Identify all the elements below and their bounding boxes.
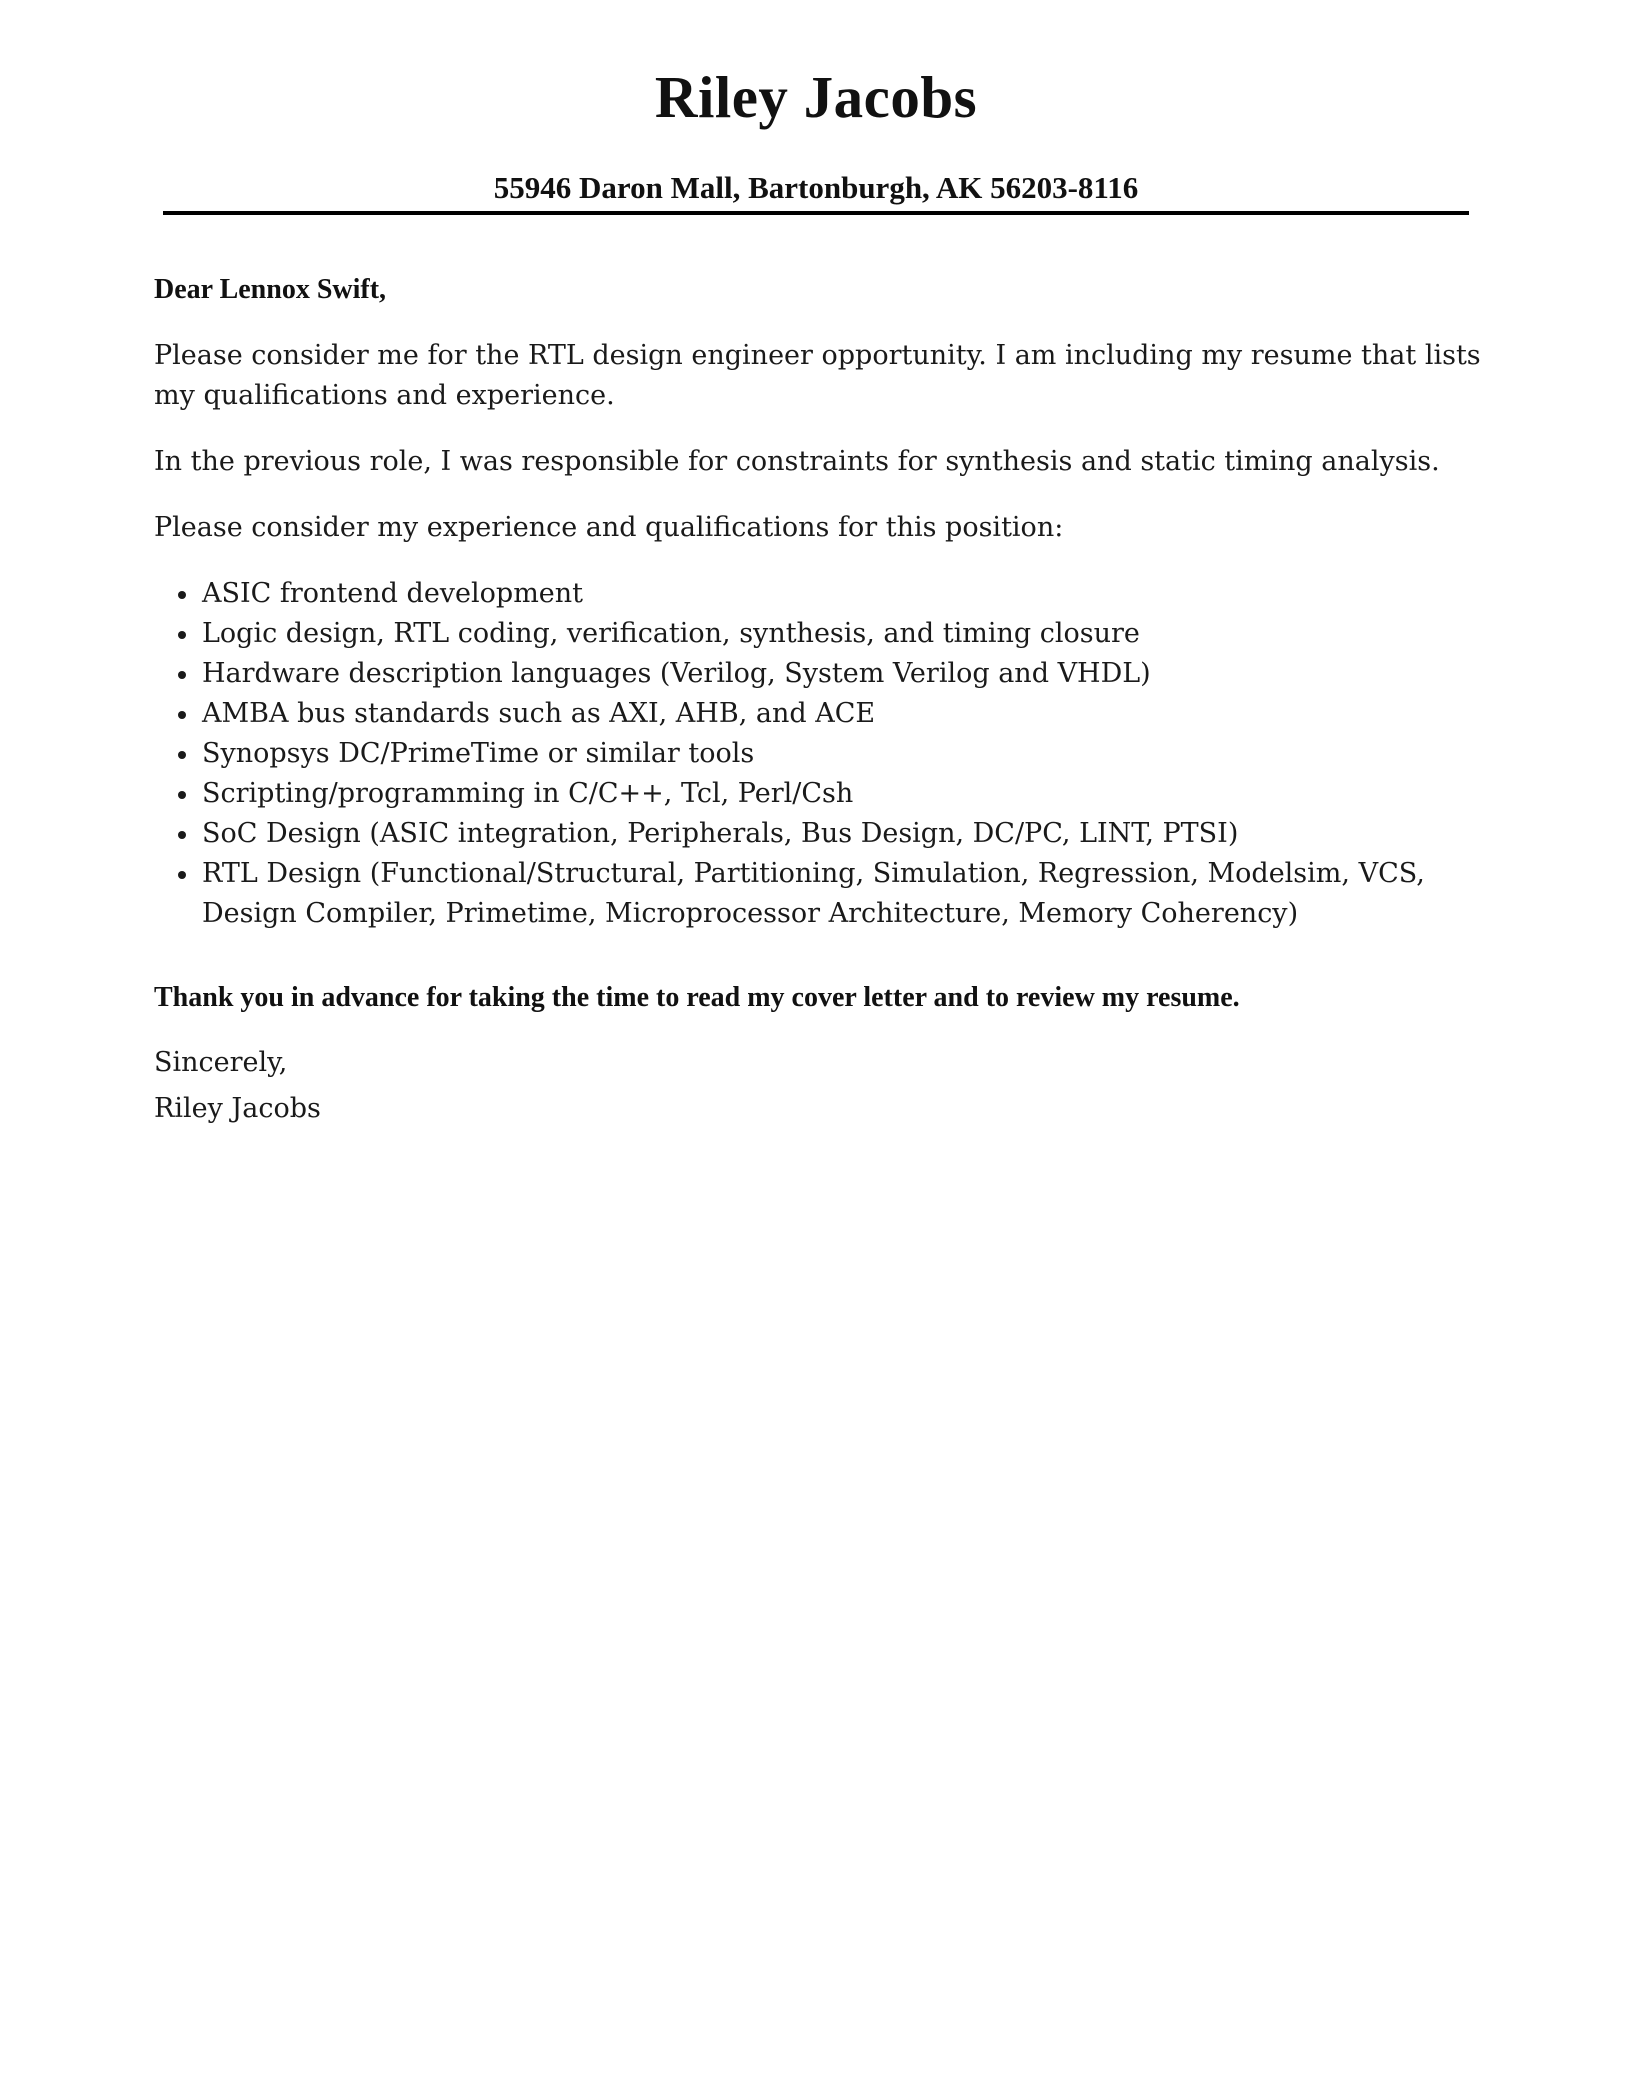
list-item: ASIC frontend development (154, 574, 1484, 614)
applicant-name: Riley Jacobs (654, 64, 978, 130)
qualifications-intro: Please consider my experience and qualifications for this position: (154, 512, 1064, 543)
list-item: Hardware description languages (Verilog, System Verilog and VHDL) (154, 654, 1484, 694)
previous-role-paragraph: In the previous role, I was responsible for constraints for synthesis and static timing analysis. (154, 446, 1440, 477)
closing: Sincerely, (154, 1047, 288, 1078)
list-item: Scripting/programming in C/C++, Tcl, Perl/Csh (154, 774, 1484, 814)
qualifications-list (154, 574, 1484, 934)
list-item: RTL Design (Functional/Structural, Partitioning, Simulation, Regression, Modelsim, VCS, Design Compiler, Primetime, Microprocessor Architecture, Memory Coherency) (154, 854, 1484, 934)
header-divider (163, 211, 1469, 215)
signature: Riley Jacobs (154, 1093, 321, 1124)
intro-paragraph: Please consider me for the RTL design engineer opportunity. I am including my resume that lists my qualifications and experience. (154, 340, 1481, 411)
list-item: Logic design, RTL coding, verification, synthesis, and timing closure (154, 614, 1484, 654)
salutation: Dear Lennox Swift, (154, 274, 387, 305)
list-item: Synopsys DC/PrimeTime or similar tools (154, 734, 1484, 774)
letter-body (154, 270, 1484, 1132)
list-item: AMBA bus standards such as AXI, AHB, and ACE (154, 694, 1484, 734)
applicant-address: 55946 Daron Mall, Bartonburgh, AK 56203-8116 (493, 170, 1139, 205)
list-item: SoC Design (ASIC integration, Peripherals, Bus Design, DC/PC, LINT, PTSI) (154, 814, 1484, 854)
letter-header (163, 60, 1469, 208)
thank-you-line: Thank you in advance for taking the time to read my cover letter and to review my resume. (154, 982, 1240, 1013)
